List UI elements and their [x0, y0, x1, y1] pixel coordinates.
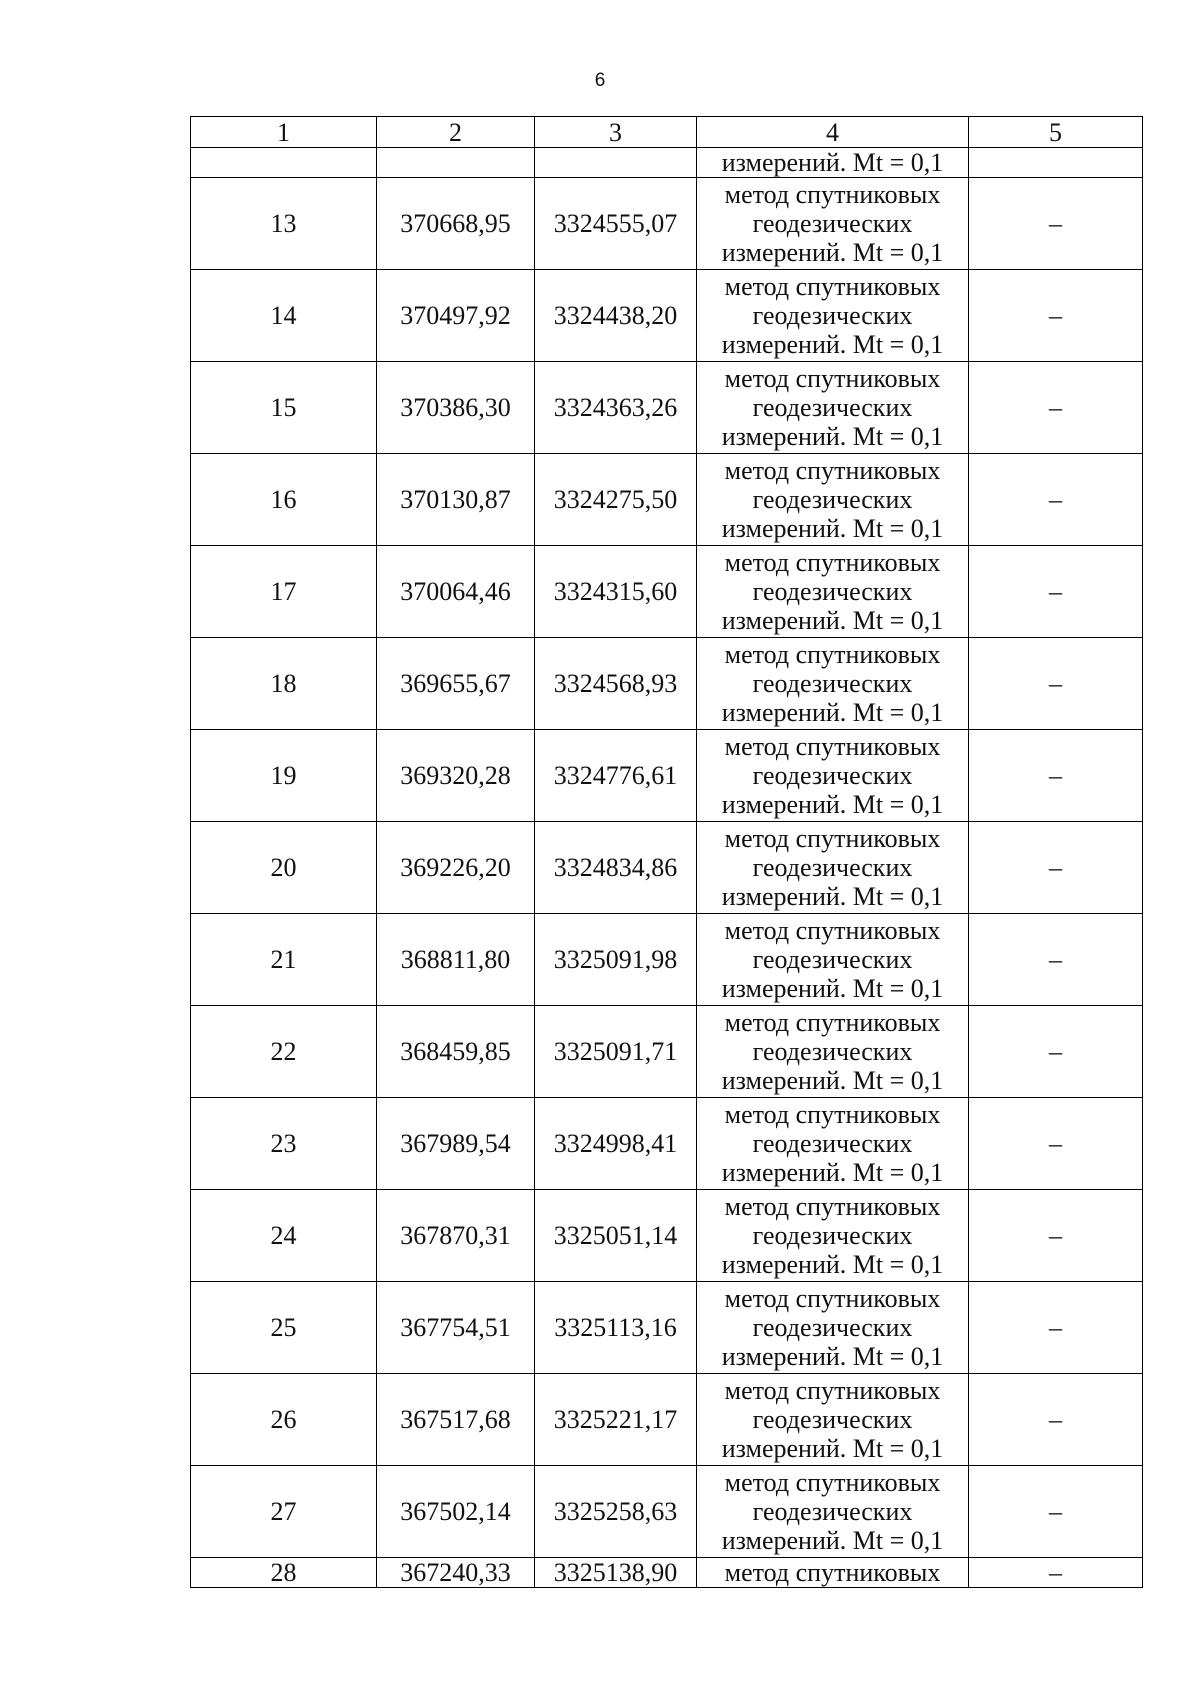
column-header: 4	[697, 117, 969, 148]
method-line: метод спутниковых	[724, 272, 941, 301]
table-cell: измерений. Mt = 0,1	[697, 148, 969, 178]
method-line: метод спутниковых	[724, 732, 941, 761]
point-number-cell: 21	[191, 914, 377, 1006]
method-line: геодезических	[752, 485, 913, 514]
y-coordinate-cell: 3325113,16	[535, 1282, 697, 1374]
point-number-cell: 20	[191, 822, 377, 914]
y-coordinate-cell: 3325091,98	[535, 914, 697, 1006]
method-line: измерений. Mt = 0,1	[721, 1158, 944, 1187]
note-cell: –	[969, 822, 1143, 914]
x-coordinate-cell: 370130,87	[377, 454, 535, 546]
table-row	[191, 638, 1143, 730]
table-row	[191, 914, 1143, 1006]
method-cell	[697, 1282, 969, 1374]
method-line: геодезических	[752, 301, 913, 330]
method-line: измерений. Mt = 0,1	[721, 1526, 944, 1555]
point-number-cell: 28	[191, 1558, 377, 1588]
method-line: геодезических	[752, 1221, 913, 1250]
table-cell	[969, 148, 1143, 178]
note-cell: –	[969, 730, 1143, 822]
method-line: измерений. Mt = 0,1	[721, 1342, 944, 1371]
table-row	[191, 1374, 1143, 1466]
method-line: метод спутниковых	[724, 1284, 941, 1313]
method-line: измерений. Mt = 0,1	[721, 514, 944, 543]
note-cell: –	[969, 914, 1143, 1006]
point-number-cell: 24	[191, 1190, 377, 1282]
point-number-cell: 18	[191, 638, 377, 730]
y-coordinate-cell: 3324275,50	[535, 454, 697, 546]
method-cell	[697, 362, 969, 454]
x-coordinate-cell: 367240,33	[377, 1558, 535, 1588]
method-cell: метод спутниковых	[697, 1558, 969, 1588]
x-coordinate-cell: 369320,28	[377, 730, 535, 822]
method-cell	[697, 638, 969, 730]
method-line: метод спутниковых	[724, 640, 941, 669]
method-line: измерений. Mt = 0,1	[721, 698, 944, 727]
method-line: метод спутниковых	[724, 456, 941, 485]
y-coordinate-cell: 3325138,90	[535, 1558, 697, 1588]
x-coordinate-cell: 368811,80	[377, 914, 535, 1006]
y-coordinate-cell: 3324776,61	[535, 730, 697, 822]
method-cell	[697, 454, 969, 546]
method-line: геодезических	[752, 577, 913, 606]
table-row	[191, 1558, 1143, 1588]
method-line: геодезических	[752, 1129, 913, 1158]
y-coordinate-cell: 3324834,86	[535, 822, 697, 914]
note-cell: –	[969, 1558, 1143, 1588]
coordinates-table	[190, 116, 1143, 1588]
y-coordinate-cell: 3325091,71	[535, 1006, 697, 1098]
method-line: геодезических	[752, 669, 913, 698]
method-line: метод спутниковых	[724, 916, 941, 945]
x-coordinate-cell: 369655,67	[377, 638, 535, 730]
x-coordinate-cell: 367870,31	[377, 1190, 535, 1282]
method-line: измерений. Mt = 0,1	[721, 238, 944, 267]
method-line: метод спутниковых	[724, 364, 941, 393]
y-coordinate-cell: 3325051,14	[535, 1190, 697, 1282]
method-line: измерений. Mt = 0,1	[721, 1066, 944, 1095]
table-row	[191, 546, 1143, 638]
y-coordinate-cell: 3324438,20	[535, 270, 697, 362]
x-coordinate-cell: 370668,95	[377, 178, 535, 270]
note-cell: –	[969, 1466, 1143, 1558]
point-number-cell: 26	[191, 1374, 377, 1466]
method-cell	[697, 178, 969, 270]
method-cell	[697, 1006, 969, 1098]
method-cell	[697, 822, 969, 914]
y-coordinate-cell: 3324363,26	[535, 362, 697, 454]
point-number-cell: 19	[191, 730, 377, 822]
y-coordinate-cell: 3325258,63	[535, 1466, 697, 1558]
point-number-cell: 27	[191, 1466, 377, 1558]
y-coordinate-cell: 3325221,17	[535, 1374, 697, 1466]
method-line: метод спутниковых	[724, 1100, 941, 1129]
x-coordinate-cell: 367754,51	[377, 1282, 535, 1374]
y-coordinate-cell: 3324998,41	[535, 1098, 697, 1190]
method-line: метод спутниковых	[724, 1376, 941, 1405]
table-row	[191, 270, 1143, 362]
method-line: геодезических	[752, 209, 913, 238]
method-line: измерений. Mt = 0,1	[721, 790, 944, 819]
method-cell	[697, 1190, 969, 1282]
page-number: 6	[594, 70, 606, 91]
note-cell: –	[969, 1006, 1143, 1098]
method-line: геодезических	[752, 1405, 913, 1434]
point-number-cell: 13	[191, 178, 377, 270]
y-coordinate-cell: 3324555,07	[535, 178, 697, 270]
method-line: геодезических	[752, 1313, 913, 1342]
x-coordinate-cell: 367989,54	[377, 1098, 535, 1190]
x-coordinate-cell: 370386,30	[377, 362, 535, 454]
table-row	[191, 822, 1143, 914]
method-cell	[697, 1374, 969, 1466]
table-cell	[535, 148, 697, 178]
method-line: измерений. Mt = 0,1	[721, 974, 944, 1003]
note-cell: –	[969, 1190, 1143, 1282]
method-line: метод спутниковых	[724, 548, 941, 577]
method-cell	[697, 730, 969, 822]
method-line: метод спутниковых	[724, 180, 941, 209]
table-row	[191, 1282, 1143, 1374]
method-line: геодезических	[752, 1497, 913, 1526]
point-number-cell: 14	[191, 270, 377, 362]
column-header: 1	[191, 117, 377, 148]
note-cell: –	[969, 1374, 1143, 1466]
note-cell: –	[969, 1098, 1143, 1190]
method-line: измерений. Mt = 0,1	[721, 882, 944, 911]
y-coordinate-cell: 3324568,93	[535, 638, 697, 730]
table-header-row	[191, 117, 1143, 148]
table-row	[191, 1098, 1143, 1190]
method-line: метод спутниковых	[724, 1192, 941, 1221]
x-coordinate-cell: 367502,14	[377, 1466, 535, 1558]
column-header: 5	[969, 117, 1143, 148]
x-coordinate-cell: 370064,46	[377, 546, 535, 638]
note-cell: –	[969, 1282, 1143, 1374]
column-header: 2	[377, 117, 535, 148]
point-number-cell: 15	[191, 362, 377, 454]
method-cell	[697, 1098, 969, 1190]
table-cell	[191, 148, 377, 178]
table-row	[191, 454, 1143, 546]
column-header: 3	[535, 117, 697, 148]
y-coordinate-cell: 3324315,60	[535, 546, 697, 638]
method-cell	[697, 914, 969, 1006]
note-cell: –	[969, 546, 1143, 638]
table-row	[191, 1190, 1143, 1282]
x-coordinate-cell: 368459,85	[377, 1006, 535, 1098]
point-number-cell: 23	[191, 1098, 377, 1190]
table-row	[191, 1466, 1143, 1558]
table-row	[191, 730, 1143, 822]
method-line: измерений. Mt = 0,1	[721, 330, 944, 359]
point-number-cell: 22	[191, 1006, 377, 1098]
point-number-cell: 17	[191, 546, 377, 638]
x-coordinate-cell: 367517,68	[377, 1374, 535, 1466]
method-line: измерений. Mt = 0,1	[721, 422, 944, 451]
method-cell	[697, 546, 969, 638]
note-cell: –	[969, 362, 1143, 454]
method-line: измерений. Mt = 0,1	[721, 606, 944, 635]
point-number-cell: 25	[191, 1282, 377, 1374]
table-cell	[377, 148, 535, 178]
method-line: измерений. Mt = 0,1	[721, 1250, 944, 1279]
method-cell	[697, 270, 969, 362]
method-line: метод спутниковых	[724, 1468, 941, 1497]
method-line: метод спутниковых	[724, 1008, 941, 1037]
note-cell: –	[969, 638, 1143, 730]
method-cell	[697, 1466, 969, 1558]
method-line: геодезических	[752, 393, 913, 422]
continuation-row	[191, 148, 1143, 178]
method-line: метод спутниковых	[724, 824, 941, 853]
note-cell: –	[969, 454, 1143, 546]
table-row	[191, 178, 1143, 270]
table-row	[191, 362, 1143, 454]
x-coordinate-cell: 369226,20	[377, 822, 535, 914]
method-line: геодезических	[752, 1037, 913, 1066]
table-row	[191, 1006, 1143, 1098]
method-line: геодезических	[752, 853, 913, 882]
x-coordinate-cell: 370497,92	[377, 270, 535, 362]
method-line: измерений. Mt = 0,1	[721, 1434, 944, 1463]
point-number-cell: 16	[191, 454, 377, 546]
method-line: геодезических	[752, 761, 913, 790]
note-cell: –	[969, 270, 1143, 362]
method-line: геодезических	[752, 945, 913, 974]
note-cell: –	[969, 178, 1143, 270]
